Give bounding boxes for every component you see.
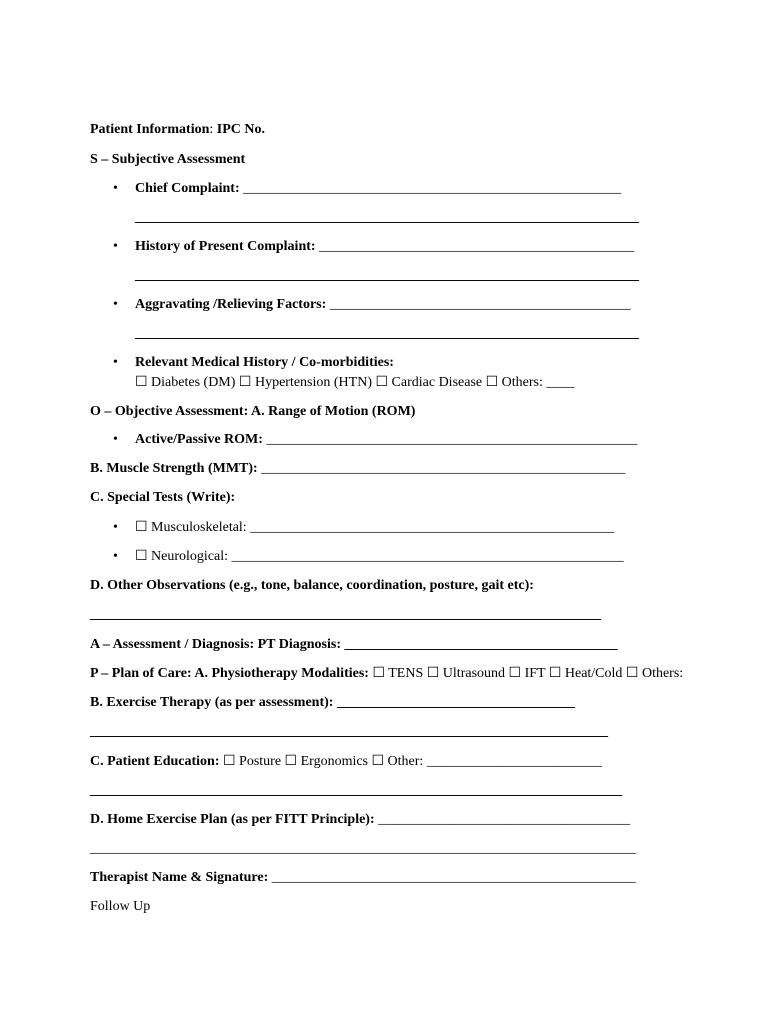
chief-complaint-line <box>135 181 621 197</box>
plan-of-care-label: P – Plan of Care: A. Physiotherapy Modalities: <box>90 666 369 681</box>
plan-of-care-line <box>90 666 683 682</box>
rom-label: Active/Passive ROM: <box>135 432 263 447</box>
assessment-line <box>90 637 618 653</box>
aggravating-factors-line <box>135 297 631 313</box>
musculoskeletal-checkbox-line[interactable]: ☐ Musculoskeletal: ____________________________________________________ <box>135 520 615 535</box>
bullet-icon: • <box>113 355 118 370</box>
ipc-number-label: IPC No. <box>213 122 266 137</box>
follow-up-label: Follow Up <box>90 899 151 914</box>
therapist-signature-label: Therapist Name & Signature: <box>90 870 269 885</box>
modalities-checkboxes[interactable]: ☐ TENS ☐ Ultrasound ☐ IFT ☐ Heat/Cold ☐ Others: <box>368 666 684 681</box>
bullet-icon: • <box>113 432 118 447</box>
exercise-therapy-line <box>90 695 575 711</box>
subjective-heading: S – Subjective Assessment <box>90 152 246 167</box>
patient-education-checkboxes[interactable]: ☐ Posture ☐ Ergonomics ☐ Other: _________________________ <box>219 754 602 769</box>
neurological-checkbox-line[interactable]: ☐ Neurological: ________________________________________________________ <box>135 549 624 564</box>
bullet-icon: • <box>113 549 118 564</box>
chief-complaint-label: Chief Complaint: <box>135 181 240 196</box>
history-present-complaint-line <box>135 239 634 255</box>
bullet-icon: • <box>113 239 118 254</box>
patient-education-continuation[interactable]: ____________________________________________________________________________ <box>90 783 622 798</box>
special-tests-label: C. Special Tests (Write): <box>90 490 236 505</box>
chief-complaint-continuation[interactable]: ________________________________________________________________________ <box>135 210 639 225</box>
history-present-complaint-label: History of Present Complaint: <box>135 239 316 254</box>
exercise-therapy-continuation[interactable]: __________________________________________________________________________ <box>90 724 608 739</box>
history-present-complaint-blank[interactable]: _____________________________________________ <box>315 239 635 254</box>
rom-blank[interactable]: _____________________________________________________ <box>262 432 638 447</box>
aggravating-factors-continuation[interactable]: ________________________________________________________________________ <box>135 326 639 341</box>
patient-education-line <box>90 754 602 770</box>
home-exercise-continuation[interactable]: ______________________________________________________________________________ <box>90 841 636 856</box>
exercise-therapy-blank[interactable]: __________________________________ <box>333 695 575 710</box>
home-exercise-blank[interactable]: ____________________________________ <box>374 812 631 827</box>
assessment-blank[interactable]: _______________________________________ <box>341 637 618 652</box>
bullet-icon: • <box>113 520 118 535</box>
other-observations-blank[interactable]: _________________________________________________________________________ <box>90 607 601 622</box>
muscle-strength-line <box>90 461 625 477</box>
history-present-complaint-continuation[interactable]: ________________________________________________________________________ <box>135 268 639 283</box>
bullet-icon: • <box>113 297 118 312</box>
therapist-signature-blank[interactable]: ____________________________________________________ <box>268 870 636 885</box>
patient-information-line <box>90 122 265 138</box>
chief-complaint-blank[interactable]: ______________________________________________________ <box>239 181 622 196</box>
muscle-strength-label: B. Muscle Strength (MMT): <box>90 461 258 476</box>
patient-information-label: Patient Information <box>90 122 210 137</box>
other-observations-label: D. Other Observations (e.g., tone, balance, coordination, posture, gait etc): <box>90 578 534 593</box>
medical-history-checkboxes[interactable]: ☐ Diabetes (DM) ☐ Hypertension (HTN) ☐ Cardiac Disease ☐ Others: ____ <box>135 375 575 390</box>
therapist-signature-line <box>90 870 636 886</box>
aggravating-factors-label: Aggravating /Relieving Factors: <box>135 297 327 312</box>
rom-line <box>135 432 637 448</box>
patient-information-separator: : <box>209 122 214 137</box>
muscle-strength-blank[interactable]: ____________________________________________________ <box>257 461 626 476</box>
objective-heading: O – Objective Assessment: A. Range of Motion (ROM) <box>90 404 416 419</box>
bullet-icon: • <box>113 181 118 196</box>
medical-history-label: Relevant Medical History / Co-morbidities: <box>135 355 394 370</box>
patient-education-label: C. Patient Education: <box>90 754 220 769</box>
exercise-therapy-label: B. Exercise Therapy (as per assessment): <box>90 695 334 710</box>
home-exercise-label: D. Home Exercise Plan (as per FITT Principle): <box>90 812 375 827</box>
assessment-label: A – Assessment / Diagnosis: PT Diagnosis: <box>90 637 342 652</box>
aggravating-factors-blank[interactable]: ___________________________________________ <box>326 297 631 312</box>
home-exercise-line <box>90 812 630 828</box>
